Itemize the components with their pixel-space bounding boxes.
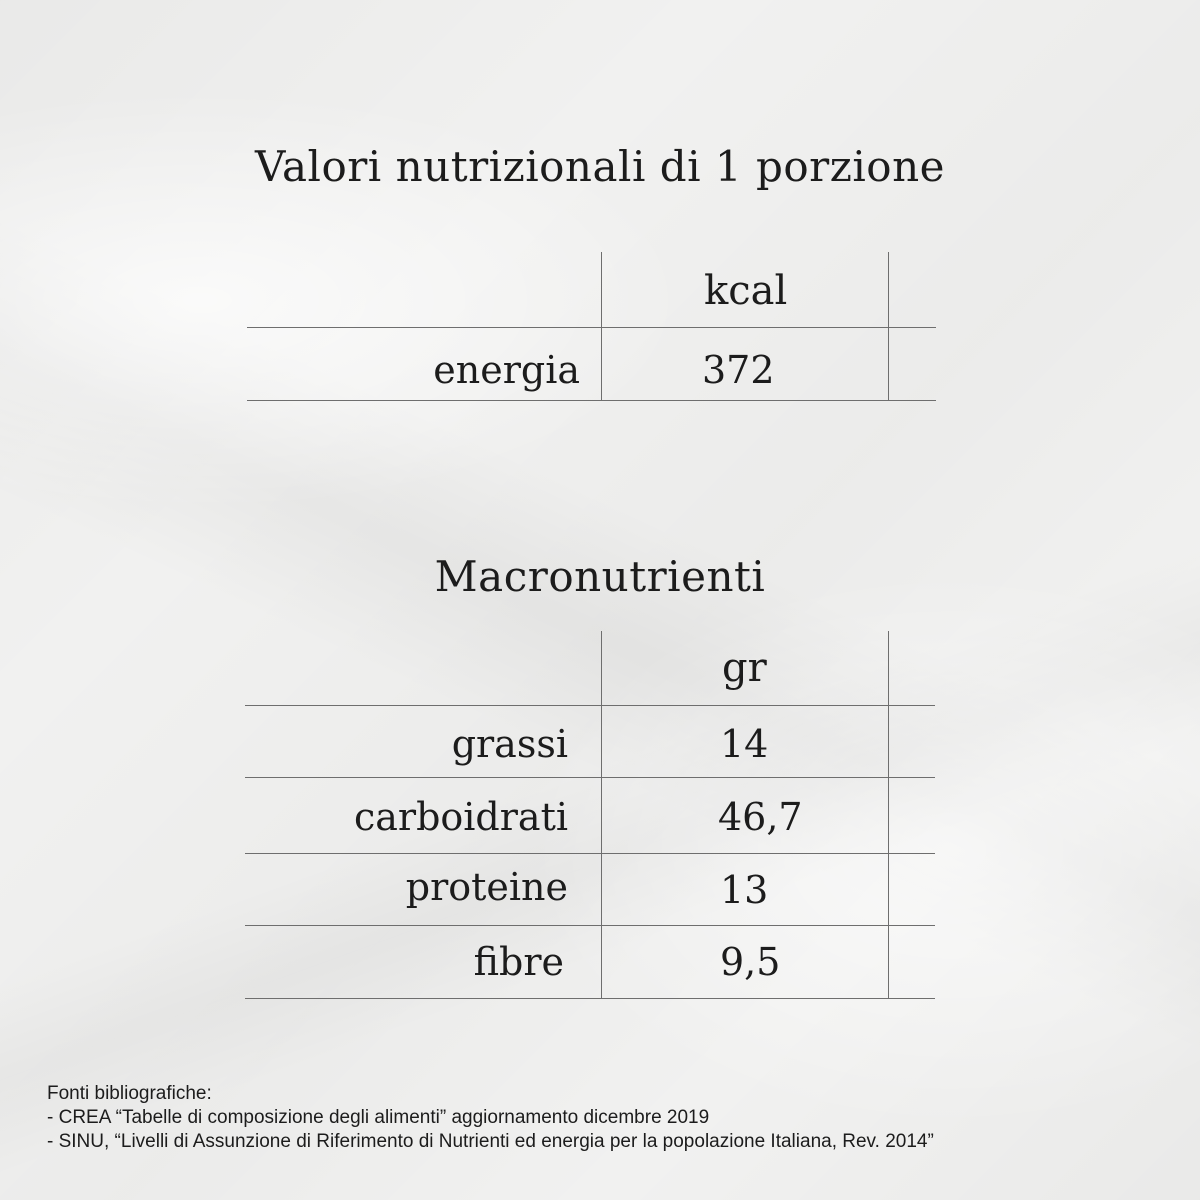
macro-table-divider-right [888, 631, 889, 999]
macro-row-label-proteine: proteine [405, 865, 568, 909]
energy-row-label: energia [433, 348, 580, 392]
macro-table-divider-left [601, 631, 602, 999]
macro-table-row-rule [245, 853, 935, 854]
energy-section-title: Valori nutrizionali di 1 porzione [255, 142, 945, 191]
bibliography [47, 1082, 934, 1154]
macro-row-value-proteine: 13 [720, 868, 769, 912]
macro-section-title: Macronutrienti [434, 552, 766, 601]
macro-row-value-carboidrati: 46,7 [718, 795, 803, 839]
macro-table-row-rule [245, 925, 935, 926]
bibliography-heading: Fonti bibliografiche: [47, 1083, 212, 1104]
macro-table-bottom-rule [245, 998, 935, 999]
bibliography-item-crea: - CREA “Tabelle di composizione degli alimenti” aggiornamento dicembre 2019 [47, 1107, 710, 1128]
macro-table-row-rule [245, 777, 935, 778]
macro-row-value-fibre: 9,5 [720, 940, 781, 984]
energy-unit-header: kcal [704, 268, 788, 314]
macro-row-value-grassi: 14 [720, 722, 769, 766]
macro-table-header-rule [245, 705, 935, 706]
bibliography-item-sinu: - SINU, “Livelli di Assunzione di Riferimento di Nutrienti ed energia per la popolazione Italiana, Rev. 2014” [47, 1131, 934, 1152]
energy-table-header-rule [247, 327, 936, 328]
macro-row-label-grassi: grassi [451, 722, 568, 766]
energy-row-value: 372 [702, 348, 775, 392]
macro-unit-header: gr [722, 645, 767, 691]
macro-row-label-fibre: fibre [473, 940, 564, 984]
energy-table-bottom-rule [247, 400, 936, 401]
macro-row-label-carboidrati: carboidrati [353, 795, 568, 839]
